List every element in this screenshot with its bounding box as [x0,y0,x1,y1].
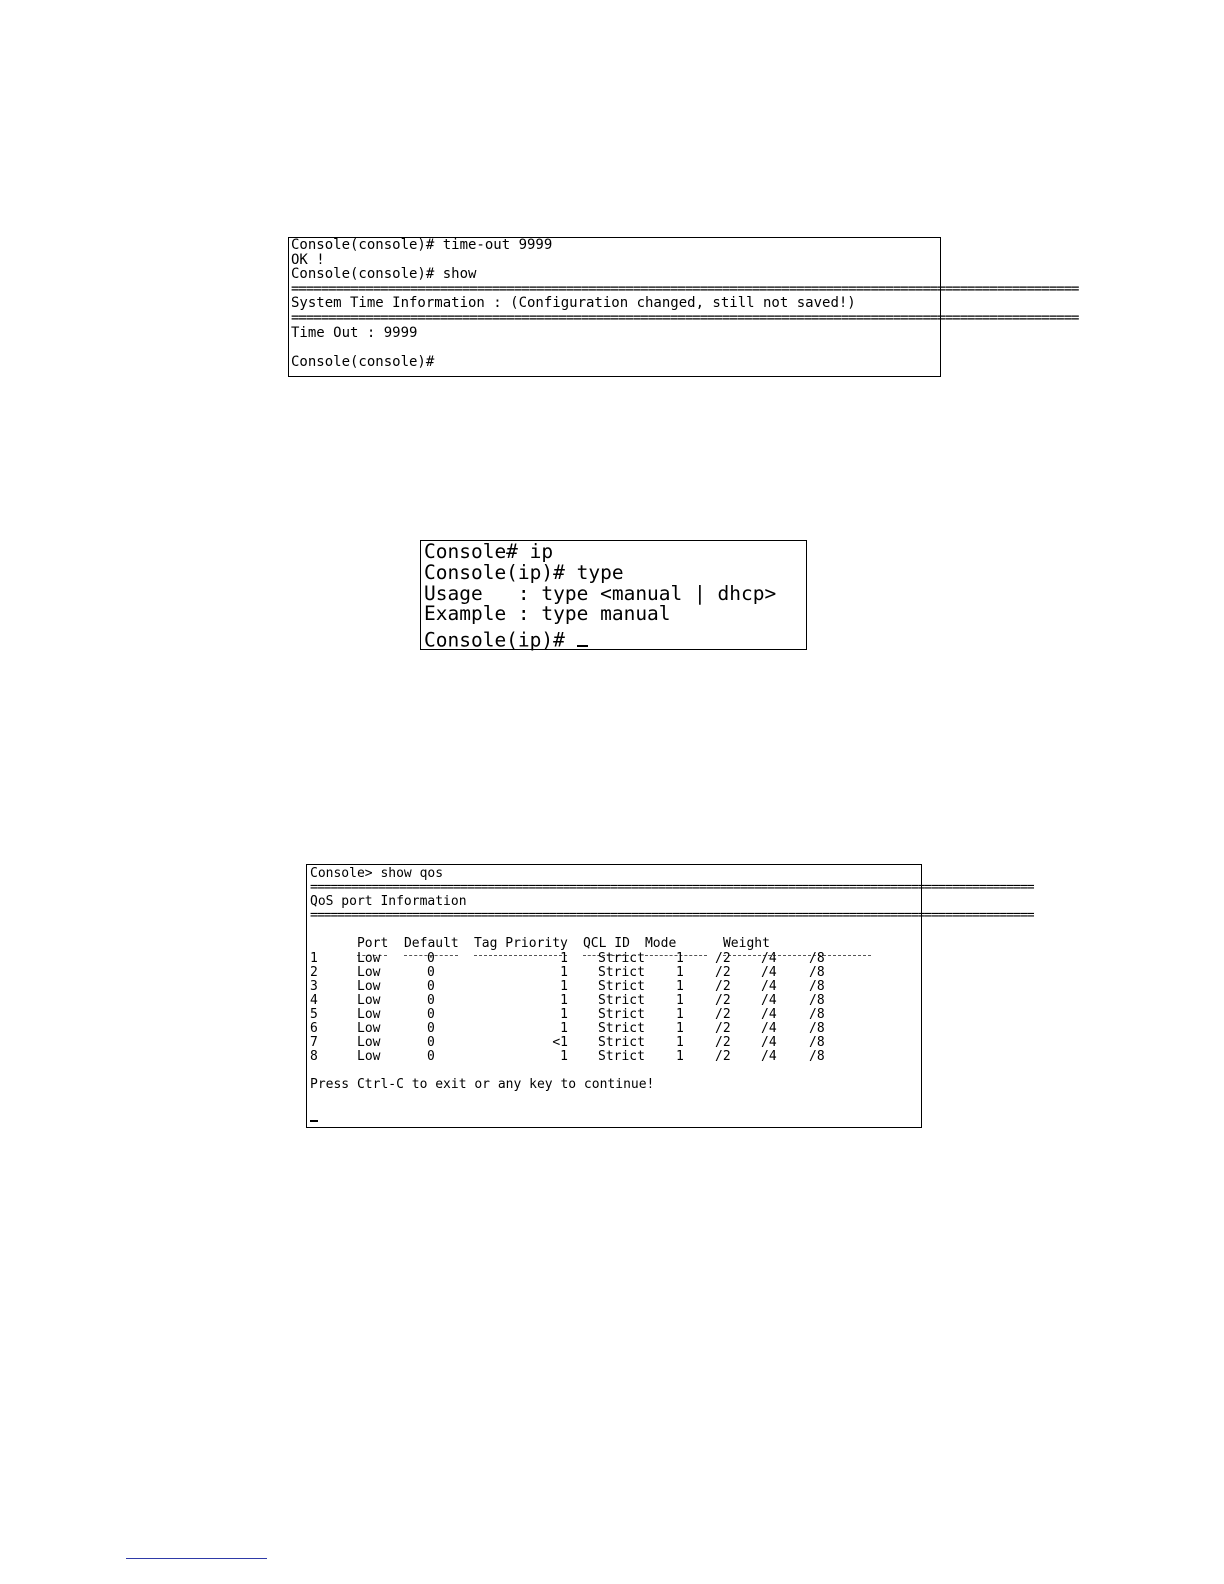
header-weight: Weight [722,936,770,952]
cell-qcl-id: 1 [560,950,568,966]
cell-weight-1: 1 [676,950,684,966]
console-command: Console> show qos [310,866,444,881]
cell-weight-1: 1 [676,992,684,1008]
cell-weight-4: /4 [761,950,777,966]
prompt-text: Console(ip)# [424,628,577,652]
cell-default: Low [357,964,381,980]
cell-mode: Strict [598,1035,645,1051]
cell-weight-8: /8 [809,1006,825,1022]
cell-weight-4: /4 [761,1006,777,1022]
cell-tag-priority: 0 [427,964,435,980]
cell-default: Low [357,1049,381,1065]
cell-weight-8: /8 [809,1035,825,1051]
cell-mode: Strict [598,1049,645,1065]
continue-prompt: Press Ctrl-C to exit or any key to continue! [310,1077,655,1093]
cell-weight-8: /8 [809,978,825,994]
cell-default: Low [357,1021,381,1037]
cell-weight-2: /2 [715,1006,731,1022]
console-prompt [310,1107,921,1126]
console-line: Time Out : 9999 [291,324,418,341]
console-line: OK ! [291,251,325,268]
cell-qcl-id: <1 [552,1035,568,1051]
cell-weight-2: /2 [715,978,731,994]
cell-tag-priority: 0 [427,1021,435,1037]
cell-default: Low [357,950,381,966]
cell-default: Low [357,978,381,994]
cell-mode: Strict [598,950,645,966]
console-show-qos-screenshot [306,864,1034,1128]
cell-port: 6 [310,1021,318,1037]
cell-weight-4: /4 [761,1035,777,1051]
table-row [310,980,921,994]
cell-mode: Strict [598,992,645,1008]
cell-weight-8: /8 [809,992,825,1008]
cell-tag-priority: 0 [427,1049,435,1065]
cell-weight-2: /2 [715,1021,731,1037]
cell-weight-8: /8 [809,1049,825,1065]
table-row [310,966,921,980]
blank-line [310,1064,921,1078]
qos-rows [310,952,921,1065]
cell-port: 3 [310,978,318,994]
cell-qcl-id: 1 [560,978,568,994]
console-line: Console(console)# show [291,266,477,283]
cell-weight-4: /4 [761,1021,777,1037]
table-row [310,1008,921,1022]
cell-weight-2: /2 [715,964,731,980]
qos-title: QoS port Information [310,894,467,910]
cell-port: 4 [310,992,318,1008]
cell-port: 2 [310,964,318,980]
cell-port: 7 [310,1035,318,1051]
header-default: Default [403,936,459,952]
table-row [310,952,921,966]
cell-weight-2: /2 [715,1049,731,1065]
cell-qcl-id: 1 [560,964,568,980]
separator-line: ========================================================================================================== [291,280,1079,297]
table-row [310,1050,921,1064]
separator-line: ========================================================================================================== [310,908,1034,924]
cell-weight-1: 1 [676,964,684,980]
cell-qcl-id: 1 [560,1006,568,1022]
table-row [310,994,921,1008]
cell-default: Low [357,1035,381,1051]
cell-tag-priority: 0 [427,992,435,1008]
cursor-icon [310,1107,318,1122]
cell-weight-8: /8 [809,1021,825,1037]
cell-weight-1: 1 [676,1021,684,1037]
blank-line [291,340,940,355]
console-timeout-screenshot [288,237,1079,377]
cell-weight-8: /8 [809,950,825,966]
cell-weight-1: 1 [676,1006,684,1022]
qos-table [310,923,921,1064]
cell-qcl-id: 1 [560,992,568,1008]
cell-weight-4: /4 [761,992,777,1008]
cell-weight-8: /8 [809,964,825,980]
console-line: Console# ip [424,540,554,563]
console-line: Usage : type <manual | dhcp> [424,581,777,605]
cell-weight-1: 1 [676,1049,684,1065]
cell-mode: Strict [598,1006,645,1022]
separator-line: ========================================================================================================== [291,309,1079,326]
cell-port: 1 [310,950,318,966]
cell-default: Low [357,1006,381,1022]
cell-mode: Strict [598,978,645,994]
header-tag-priority: Tag Priority [473,936,568,952]
cell-tag-priority: 0 [427,1035,435,1051]
cell-tag-priority: 0 [427,978,435,994]
table-row [310,1022,921,1036]
console-ip-type-screenshot [420,540,807,650]
cell-weight-2: /2 [715,950,731,966]
cell-qcl-id: 1 [560,1021,568,1037]
table-header-row [310,923,921,952]
console-prompt: Console(console)# [291,353,435,370]
cell-weight-2: /2 [715,1035,731,1051]
console-line: Console(ip)# type [424,560,624,584]
cell-mode: Strict [598,964,645,980]
cell-weight-2: /2 [715,992,731,1008]
cell-tag-priority: 0 [427,950,435,966]
cell-weight-4: /4 [761,978,777,994]
console-prompt [424,625,806,651]
header-qcl-id: QCL ID [582,936,630,952]
header-mode: Mode [644,936,677,952]
console-line: Example : type manual [424,602,671,626]
blank-line [310,1093,921,1107]
separator-line: ========================================================================================================== [310,880,1034,896]
footnote-rule [126,1558,267,1559]
cursor-icon [577,625,589,647]
cell-weight-4: /4 [761,964,777,980]
cell-tag-priority: 0 [427,1006,435,1022]
console-line: Console(console)# time-out 9999 [291,237,553,253]
console-line: System Time Information : (Configuration changed, still not saved!) [291,295,856,312]
header-port: Port [356,936,389,952]
cell-weight-1: 1 [676,1035,684,1051]
cell-port: 5 [310,1006,318,1022]
cell-weight-4: /4 [761,1049,777,1065]
cell-default: Low [357,992,381,1008]
cell-mode: Strict [598,1021,645,1037]
table-row [310,1036,921,1050]
cell-qcl-id: 1 [560,1049,568,1065]
cell-port: 8 [310,1049,318,1065]
cell-weight-1: 1 [676,978,684,994]
